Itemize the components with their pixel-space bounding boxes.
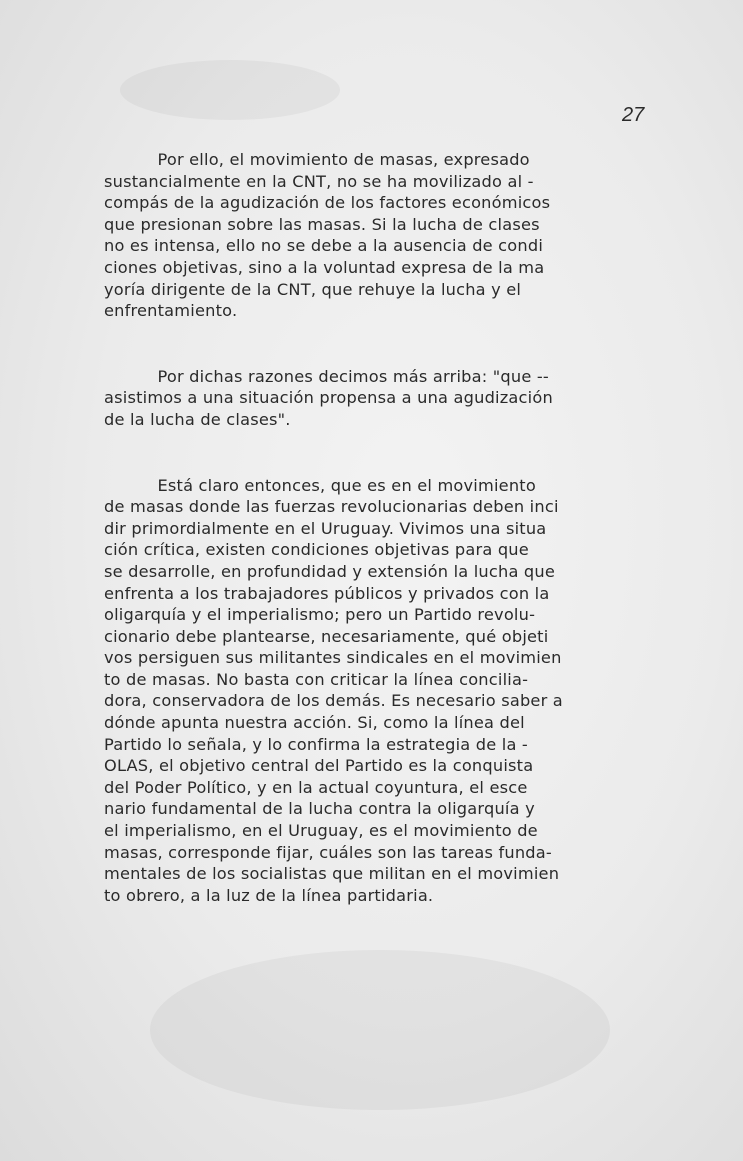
text-line: yoría dirigente de la CNT, que rehuye la lucha y el [104, 279, 522, 299]
text-line: del Poder Político, y en la actual coyuntura, el esce [104, 777, 528, 797]
text-line: sustancialmente en la CNT, no se ha movilizado al - [104, 171, 534, 191]
text-line: to de masas. No basta con criticar la línea concilia- [104, 669, 529, 689]
text-line: dir primordialmente en el Uruguay. Vivimos una situa [104, 518, 547, 538]
text-line: masas, corresponde fijar, cuáles son las tareas funda- [104, 842, 552, 862]
text-line: dónde apunta nuestra acción. Si, como la línea del [104, 713, 525, 733]
text-line: enfrenta a los trabajadores públicos y privados con la [104, 583, 550, 603]
text-line: oligarquía y el imperialismo; pero un Partido revolu- [104, 605, 536, 625]
body-text [104, 149, 649, 906]
text-line: nario fundamental de la lucha contra la oligarquía y [104, 799, 535, 819]
text-line: vos persiguen sus militantes sindicales en el movimien [104, 648, 562, 668]
text-line: Partido lo señala, y lo confirma la estrategia de la - [104, 734, 528, 754]
text-line: no es intensa, ello no se debe a la ausencia de condi [104, 236, 544, 256]
paper-stain [120, 60, 340, 120]
text-line: mentales de los socialistas que militan en el movimien [104, 864, 560, 884]
text-line: cionario debe plantearse, necesariamente, qué objeti [104, 626, 549, 646]
page-number: 27 [622, 104, 645, 126]
paper-stain [150, 950, 610, 1110]
text-line: ción crítica, existen condiciones objetivas para que [104, 540, 529, 560]
text-line: Por dichas razones decimos más arriba: "que -- [104, 366, 549, 386]
paragraph-spacer [104, 431, 649, 475]
text-line: Por ello, el movimiento de masas, expresado [104, 150, 530, 169]
text-line: dora, conservadora de los demás. Es necesario saber a [104, 691, 563, 711]
text-line: de masas donde las fuerzas revolucionarias deben inci [104, 497, 559, 517]
text-line: que presionan sobre las masas. Si la lucha de clases [104, 214, 540, 234]
text-line: to obrero, a la luz de la línea partidaria. [104, 885, 434, 905]
text-line: de la lucha de clases". [104, 409, 291, 429]
text-line: enfrentamiento. [104, 301, 238, 321]
text-line: ciones objetivas, sino a la voluntad expresa de la ma [104, 257, 545, 277]
text-line: compás de la agudización de los factores económicos [104, 193, 551, 213]
paragraph-3 [104, 475, 649, 907]
text-line: OLAS, el objetivo central del Partido es la conquista [104, 756, 534, 776]
paragraph-1 [104, 149, 649, 322]
text-line: Está claro entonces, que es en el movimiento [104, 475, 536, 495]
text-line: el imperialismo, en el Uruguay, es el movimiento de [104, 821, 538, 841]
paragraph-spacer [104, 322, 649, 366]
text-line: se desarrolle, en profundidad y extensión la lucha que [104, 561, 556, 581]
paragraph-2 [104, 366, 649, 431]
text-line: asistimos a una situación propensa a una agudización [104, 388, 553, 408]
